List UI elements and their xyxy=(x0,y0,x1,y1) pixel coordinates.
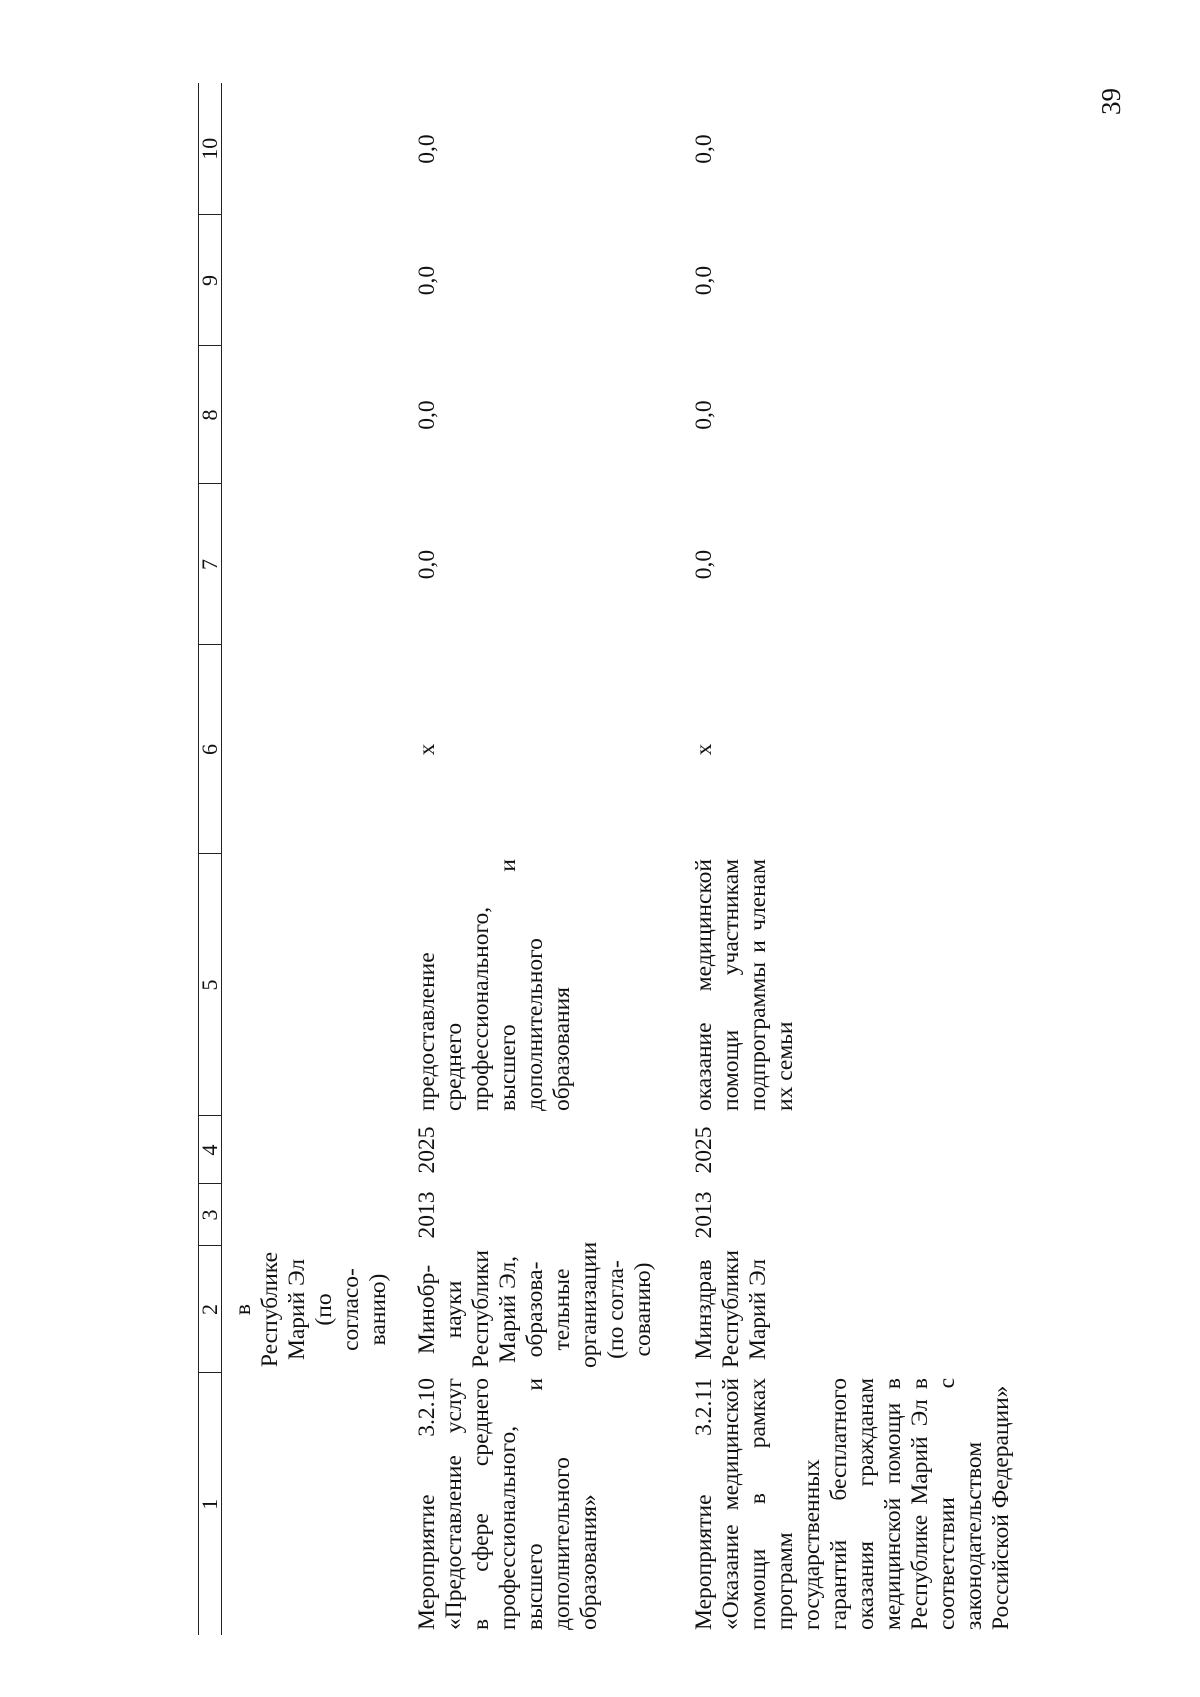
column-number-row xyxy=(199,83,222,1635)
measure-cell: Мероприятие 3.2.11 «Оказание медицинской помощи в рамках программ государственных гарантий бесплатного оказания гражданам медицинской помощи в Республике Марий Эл в соответствии с законодательством Российской Федерации» xyxy=(691,1378,1014,1630)
end-year-cell: 2025 xyxy=(691,1126,717,1174)
column-number: 7 xyxy=(199,484,222,645)
description-cell: предоставление среднего профессионального, высшего и дополнительного образования xyxy=(414,859,575,1111)
column-number: 1 xyxy=(199,1373,222,1635)
col9-cell: 0,0 xyxy=(691,265,717,296)
col9-cell: 0,0 xyxy=(414,265,440,296)
end-year-cell: 2025 xyxy=(414,1126,440,1174)
executor-cell: Минздрав Республики Марий Эл xyxy=(691,1250,771,1368)
description-cell: оказание медицинской помощи участникам подпрограммы и членам их семьи xyxy=(691,859,798,1111)
col8-cell: 0,0 xyxy=(414,400,440,430)
col10-cell: 0,0 xyxy=(691,134,717,164)
executor-cell: Минобр- науки Республики Марий Эл, образова- тельные организации (по согла- сованию) xyxy=(414,1241,656,1368)
column-number: 8 xyxy=(199,346,222,484)
start-year-cell: 2013 xyxy=(414,1191,440,1239)
col7-cell: 0,0 xyxy=(691,549,717,580)
page-number: 39 xyxy=(1096,88,1126,115)
continuation-row xyxy=(222,83,415,1635)
col8-cell: 0,0 xyxy=(691,400,717,430)
measure-cell: Мероприятие 3.2.10 «Предоставление услуг в сфере среднего профессионального, высшего и дополнительного образования» xyxy=(414,1378,602,1630)
column-number: 2 xyxy=(199,1246,222,1373)
table-row xyxy=(414,83,691,1635)
col10-cell: 0,0 xyxy=(414,134,440,164)
column-number: 5 xyxy=(199,854,222,1116)
col6-cell: х xyxy=(414,743,440,756)
col6-cell: х xyxy=(691,743,717,756)
column-number: 10 xyxy=(199,83,222,215)
continuation-measure-cell xyxy=(222,1373,415,1635)
column-number: 3 xyxy=(199,1184,222,1246)
measures-table xyxy=(198,83,1023,1635)
column-number: 9 xyxy=(199,215,222,346)
continuation-executor-cell: в Республике Марий Эл (по согласо- ванию) xyxy=(230,1251,391,1368)
start-year-cell: 2013 xyxy=(691,1191,717,1239)
column-number: 4 xyxy=(199,1116,222,1184)
column-number: 6 xyxy=(199,645,222,854)
table-row xyxy=(691,83,1023,1635)
col7-cell: 0,0 xyxy=(414,549,440,580)
